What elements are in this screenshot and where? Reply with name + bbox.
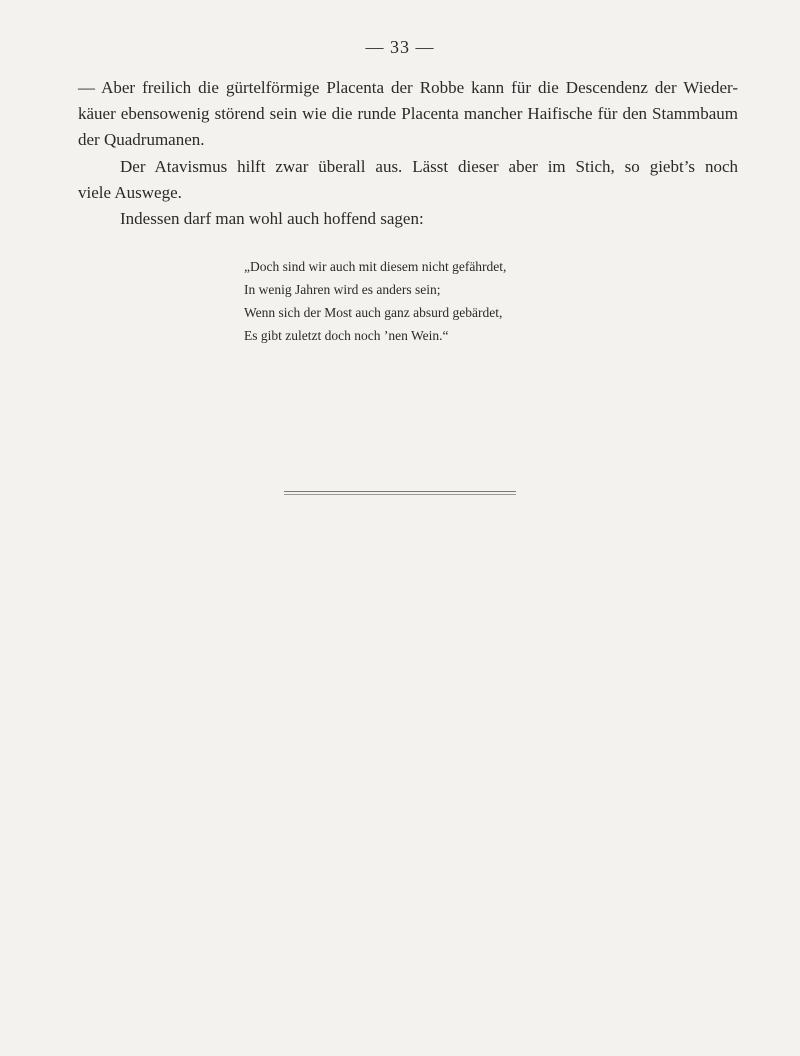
paragraph-line: Indessen darf man wohl auch hoffend sagen:: [120, 209, 424, 228]
section-divider-secondary: [284, 494, 516, 495]
section-divider: [284, 491, 516, 492]
verse-line: In wenig Jahren wird es anders sein;: [244, 282, 441, 297]
paragraph-line: Der Atavismus hilft zwar überall aus. Lässt dieser aber im Stich, so giebt’s noch: [120, 157, 738, 176]
paragraph-line: käuer ebensowenig störend sein wie die runde Placenta mancher Haifische für den Stammbaum: [78, 104, 738, 123]
verse-quote: [244, 255, 506, 347]
paragraph-atavismus: [78, 154, 738, 206]
verse-line: Es gibt zuletzt doch noch ’nen Wein.“: [244, 328, 449, 343]
paragraph-line: — Aber freilich die gürtelförmige Placenta der Robbe kann für die Descendenz der Wieder-: [78, 78, 738, 97]
verse-line: „Doch sind wir auch mit diesem nicht gefährdet,: [244, 259, 507, 274]
verse-line: Wenn sich der Most auch ganz absurd gebärdet,: [244, 305, 503, 320]
page-number: — 33 —: [365, 37, 435, 57]
paragraph-placenta: [78, 75, 738, 153]
paragraph-line: der Quadrumanen.: [78, 130, 205, 149]
paragraph-indessen: [78, 206, 738, 232]
paragraph-line: viele Auswege.: [78, 183, 182, 202]
